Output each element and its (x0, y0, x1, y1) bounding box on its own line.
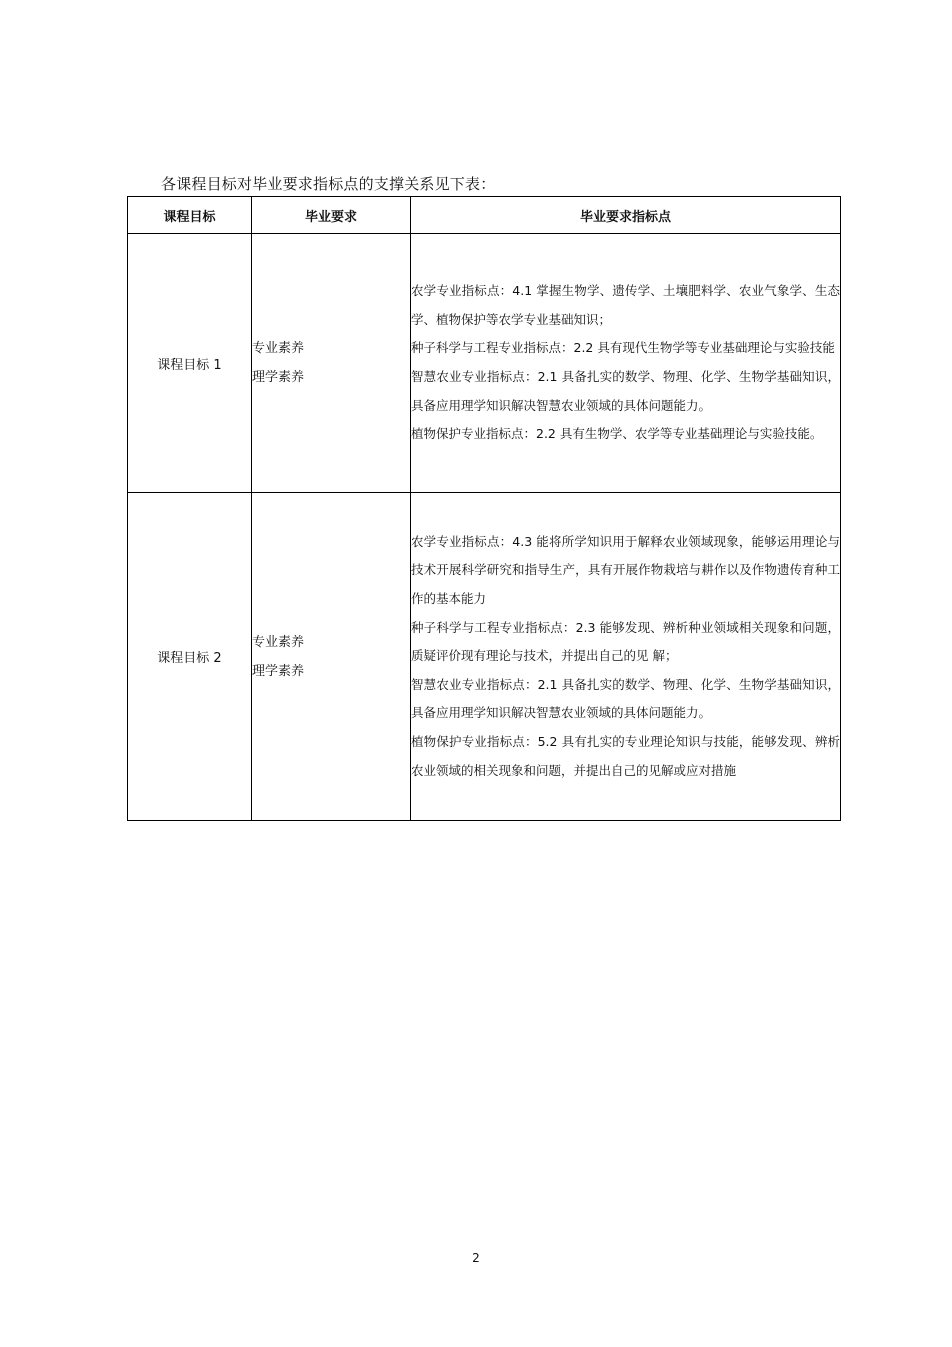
course-goal-cell: 课程目标 2 (128, 493, 252, 821)
requirement-item: 理学素养 (252, 370, 305, 385)
course-goal-cell: 课程目标 1 (128, 234, 252, 493)
intro-text: 各课程目标对毕业要求指标点的支撑关系见下表： (161, 175, 496, 193)
indicator-point: 植物保护专业指标点：2.2 具有生物学、农学等专业基础理论与实验技能。 (411, 426, 823, 442)
indicator-point: 智慧农业专业指标点：2.1 具备扎实的数学、物理、化学、生物学基础知识，具备应用理学知识解决智慧农业领域的具体问题能力。 (411, 369, 840, 413)
indicator-cell (411, 493, 841, 821)
requirement-cell (252, 493, 411, 821)
requirement-item: 理学素养 (252, 663, 305, 679)
indicator-point: 农学专业指标点：4.1 掌握生物学、遗传学、土壤肥料学、农业气象学、生态学、植物保护等农学专业基础知识； (411, 283, 840, 327)
indicator-point: 智慧农业专业指标点：2.1 具备扎实的数学、物理、化学、生物学基础知识，具备应用理学知识解决智慧农业领域的具体问题能力。 (411, 676, 840, 721)
indicator-point: 种子科学与工程专业指标点：2.2 具有现代生物学等专业基础理论与实验技能 (411, 340, 835, 356)
support-table (127, 196, 841, 821)
indicator-point: 植物保护专业指标点：5.2 具有扎实的专业理论知识与技能，能够发现、辨析农业领域的相关现象和问题，并提出自己的见解或应对措施 (411, 733, 840, 778)
header-graduation-requirement: 毕业要求 (252, 197, 411, 234)
indicator-point: 农学专业指标点：4.3 能将所学知识用于解释农业领域现象，能够运用理论与技术开展科学研究和指导生产，具有开展作物栽培与耕作以及作物遗传育种工作的基本能力 (411, 533, 840, 607)
requirement-item: 专业素养 (252, 634, 305, 650)
header-course-goal: 课程目标 (128, 197, 252, 234)
indicator-cell (411, 234, 841, 493)
indicator-point: 种子科学与工程专业指标点：2.3 能够发现、辨析种业领域相关现象和问题，质疑评价现有理论与技术，并提出自己的见 解； (411, 619, 840, 664)
table-row (128, 493, 841, 821)
header-requirement-indicator: 毕业要求指标点 (411, 197, 841, 234)
requirement-item: 专业素养 (252, 341, 305, 356)
page-number: 2 (472, 1251, 480, 1265)
table-header-row (128, 197, 841, 234)
table-row (128, 234, 841, 493)
requirement-cell (252, 234, 411, 493)
